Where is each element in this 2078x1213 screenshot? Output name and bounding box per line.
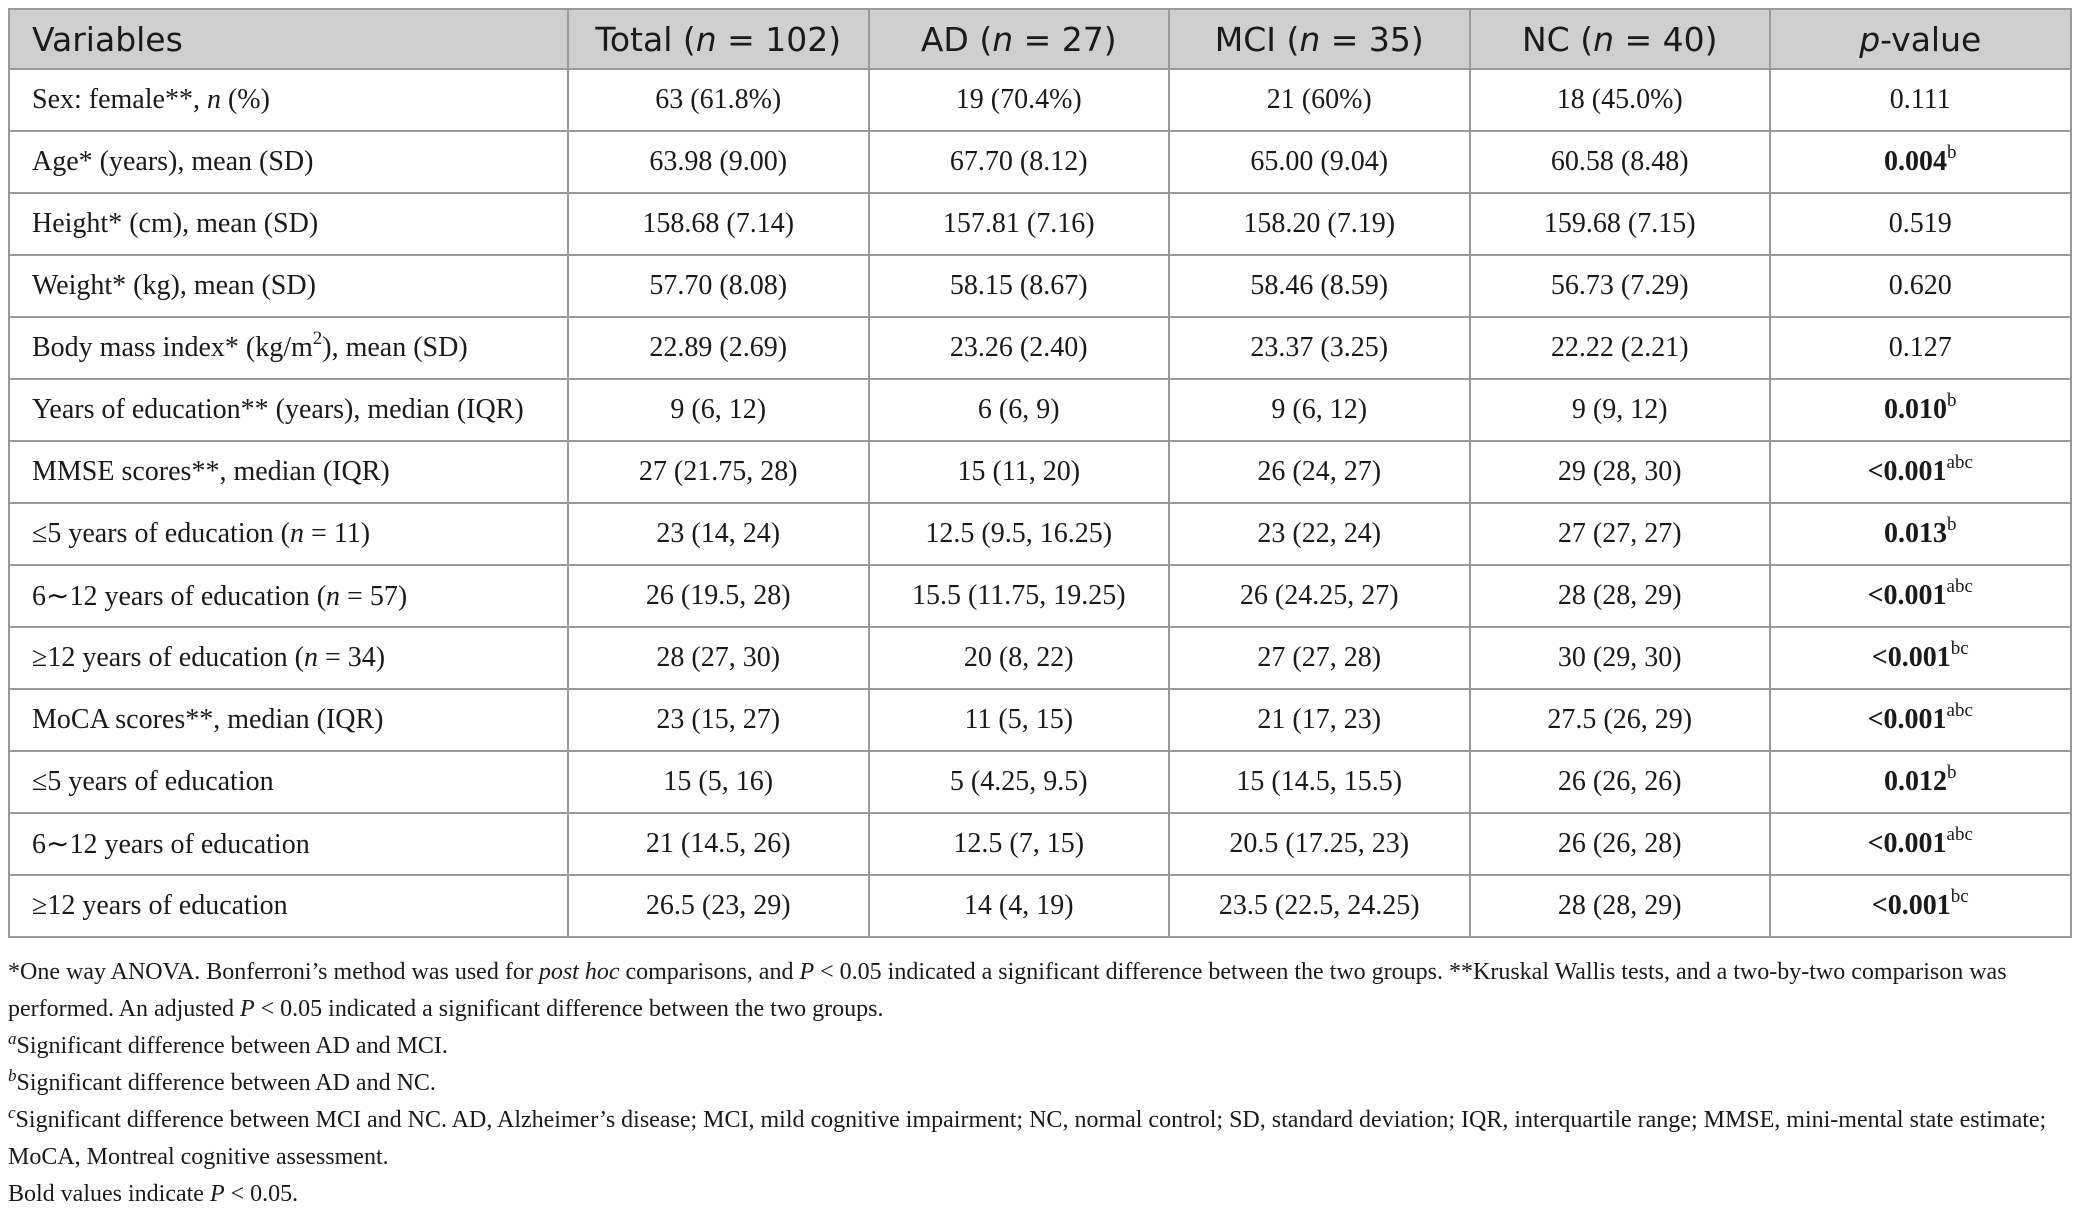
p-value-text: 0.620 [1888, 270, 1952, 301]
p-value-text: 0.111 [1889, 84, 1951, 115]
p-value-text: 0.012 [1884, 766, 1947, 797]
cell-ad: 6 (6, 9) [869, 379, 1170, 441]
cell-nc: 29 (28, 30) [1470, 441, 1771, 503]
cell-mci: 23.5 (22.5, 24.25) [1169, 875, 1470, 937]
table-row [9, 379, 2071, 441]
cell-total: 23 (14, 24) [568, 503, 869, 565]
cell-p-value [1770, 813, 2071, 875]
cell-mci: 58.46 (8.59) [1169, 255, 1470, 317]
cell-mci: 65.00 (9.04) [1169, 131, 1470, 193]
demographics-table [8, 8, 2072, 938]
cell-ad: 157.81 (7.16) [869, 193, 1170, 255]
cell-p-value [1770, 751, 2071, 813]
table-row [9, 193, 2071, 255]
cell-mci: 23 (22, 24) [1169, 503, 1470, 565]
cell-variable: ≥12 years of education [9, 875, 568, 937]
header-mci: MCI (n = 35) [1169, 9, 1470, 69]
header-ad: AD (n = 27) [869, 9, 1170, 69]
footnote-b: $^b$Significant difference between AD and NC. [8, 1066, 436, 1096]
cell-ad: 20 (8, 22) [869, 627, 1170, 689]
cell-p-value [1770, 503, 2071, 565]
significance-marker: abc [1946, 824, 1973, 845]
significance-marker: b [1947, 762, 1957, 783]
cell-p-value [1770, 627, 2071, 689]
cell-nc: 30 (29, 30) [1470, 627, 1771, 689]
p-value-text: 0.519 [1888, 208, 1952, 239]
cell-total: 63.98 (9.00) [568, 131, 869, 193]
cell-nc: 27.5 (26, 29) [1470, 689, 1771, 751]
table-row [9, 69, 2071, 131]
cell-variable: ≤5 years of education [9, 751, 568, 813]
footnote-bold: Bold values indicate P < 0.05. [8, 1181, 299, 1207]
cell-total: 57.70 (8.08) [568, 255, 869, 317]
cell-p-value [1770, 565, 2071, 627]
p-value-text: 0.013 [1884, 518, 1947, 549]
cell-mci: 27 (27, 28) [1169, 627, 1470, 689]
cell-mci: 23.37 (3.25) [1169, 317, 1470, 379]
cell-variable: ≥12 years of education (n = 34) [9, 627, 568, 689]
p-value-text: <0.001 [1867, 828, 1947, 859]
cell-p-value [1770, 255, 2071, 317]
table-body [9, 69, 2071, 937]
table-row [9, 565, 2071, 627]
cell-ad: 15.5 (11.75, 19.25) [869, 565, 1170, 627]
header-p-value: p-value [1770, 9, 2071, 69]
cell-nc: 26 (26, 28) [1470, 813, 1771, 875]
cell-variable: Weight* (kg), mean (SD) [9, 255, 568, 317]
cell-p-value [1770, 69, 2071, 131]
cell-nc: 56.73 (7.29) [1470, 255, 1771, 317]
table-row [9, 751, 2071, 813]
cell-mci: 20.5 (17.25, 23) [1169, 813, 1470, 875]
cell-mci: 9 (6, 12) [1169, 379, 1470, 441]
cell-mci: 158.20 (7.19) [1169, 193, 1470, 255]
cell-ad: 11 (5, 15) [869, 689, 1170, 751]
cell-nc: 28 (28, 29) [1470, 875, 1771, 937]
significance-marker: abc [1946, 452, 1973, 473]
table-row [9, 689, 2071, 751]
cell-total: 27 (21.75, 28) [568, 441, 869, 503]
p-value-text: <0.001 [1871, 890, 1951, 921]
significance-marker: b [1947, 514, 1957, 535]
cell-total: 21 (14.5, 26) [568, 813, 869, 875]
cell-variable: ≤5 years of education (n = 11) [9, 503, 568, 565]
cell-p-value [1770, 131, 2071, 193]
cell-variable: MoCA scores**, median (IQR) [9, 689, 568, 751]
cell-mci: 21 (60%) [1169, 69, 1470, 131]
p-value-text: 0.004 [1884, 146, 1947, 177]
cell-total: 26 (19.5, 28) [568, 565, 869, 627]
cell-mci: 26 (24, 27) [1169, 441, 1470, 503]
significance-marker: abc [1946, 576, 1973, 597]
cell-variable: Body mass index* $(kg/m^2)$, mean (SD) [9, 317, 568, 379]
significance-marker: bc [1950, 886, 1969, 907]
cell-nc: 18 (45.0%) [1470, 69, 1771, 131]
cell-p-value [1770, 193, 2071, 255]
cell-ad: 14 (4, 19) [869, 875, 1170, 937]
header-total: Total (n = 102) [568, 9, 869, 69]
cell-mci: 26 (24.25, 27) [1169, 565, 1470, 627]
footnote-methods: *One way ANOVA. Bonferroni’s method was used for post hoc comparisons, and P < 0.05 indicated a significant difference between the two groups. **Kruskal Wallis tests, and a two-by-two comparison was performed. An adjusted P < 0.05 indicated a significant difference between the two groups. [8, 959, 2007, 1022]
cell-mci: 15 (14.5, 15.5) [1169, 751, 1470, 813]
table-row [9, 813, 2071, 875]
cell-nc: 9 (9, 12) [1470, 379, 1771, 441]
cell-nc: 26 (26, 26) [1470, 751, 1771, 813]
cell-nc: 60.58 (8.48) [1470, 131, 1771, 193]
footnote-a: $^a$Significant difference between AD and MCI. [8, 1029, 448, 1059]
cell-total: 15 (5, 16) [568, 751, 869, 813]
cell-p-value [1770, 875, 2071, 937]
p-value-text: 0.127 [1888, 332, 1952, 363]
table-row [9, 503, 2071, 565]
cell-nc: 27 (27, 27) [1470, 503, 1771, 565]
cell-variable: 6∼12 years of education [9, 813, 568, 875]
cell-variable: Height* (cm), mean (SD) [9, 193, 568, 255]
cell-ad: 23.26 (2.40) [869, 317, 1170, 379]
table-row [9, 875, 2071, 937]
header-row [9, 9, 2071, 69]
table-row [9, 255, 2071, 317]
table-row [9, 131, 2071, 193]
cell-total: 28 (27, 30) [568, 627, 869, 689]
cell-ad: 5 (4.25, 9.5) [869, 751, 1170, 813]
p-value-text: 0.010 [1884, 394, 1947, 425]
table-container [8, 8, 2070, 1213]
header-nc: NC (n = 40) [1470, 9, 1771, 69]
cell-ad: 12.5 (7, 15) [869, 813, 1170, 875]
cell-variable: Sex: female**, n (%) [9, 69, 568, 131]
cell-ad: 15 (11, 20) [869, 441, 1170, 503]
cell-nc: 28 (28, 29) [1470, 565, 1771, 627]
cell-variable: Age* (years), mean (SD) [9, 131, 568, 193]
cell-mci: 21 (17, 23) [1169, 689, 1470, 751]
cell-ad: 58.15 (8.67) [869, 255, 1170, 317]
cell-p-value [1770, 441, 2071, 503]
p-value-text: <0.001 [1867, 704, 1947, 735]
significance-marker: b [1947, 390, 1957, 411]
cell-total: 26.5 (23, 29) [568, 875, 869, 937]
cell-nc: 22.22 (2.21) [1470, 317, 1771, 379]
p-value-text: <0.001 [1867, 580, 1947, 611]
significance-marker: abc [1946, 700, 1973, 721]
footnote-c: $^c$Significant difference between MCI and NC. AD, Alzheimer’s disease; MCI, mild cognitive impairment; NC, normal control; SD, standard deviation; IQR, interquartile range; MMSE, mini-mental state estimate; MoCA, Montreal cognitive assessment. [8, 1103, 2047, 1170]
cell-total: 9 (6, 12) [568, 379, 869, 441]
cell-ad: 12.5 (9.5, 16.25) [869, 503, 1170, 565]
cell-total: 63 (61.8%) [568, 69, 869, 131]
table-row [9, 627, 2071, 689]
cell-nc: 159.68 (7.15) [1470, 193, 1771, 255]
p-value-text: <0.001 [1871, 642, 1951, 673]
cell-variable: MMSE scores**, median (IQR) [9, 441, 568, 503]
cell-p-value [1770, 379, 2071, 441]
cell-p-value [1770, 317, 2071, 379]
table-row [9, 317, 2071, 379]
cell-variable: Years of education** (years), median (IQR) [9, 379, 568, 441]
cell-total: 23 (15, 27) [568, 689, 869, 751]
cell-total: 22.89 (2.69) [568, 317, 869, 379]
table-row [9, 441, 2071, 503]
cell-ad: 19 (70.4%) [869, 69, 1170, 131]
p-value-text: <0.001 [1867, 456, 1947, 487]
cell-p-value [1770, 689, 2071, 751]
cell-variable: 6∼12 years of education (n = 57) [9, 565, 568, 627]
table-footnotes [8, 954, 2070, 1213]
header-variables: Variables [9, 9, 568, 69]
cell-ad: 67.70 (8.12) [869, 131, 1170, 193]
significance-marker: b [1947, 142, 1957, 163]
cell-total: 158.68 (7.14) [568, 193, 869, 255]
significance-marker: bc [1950, 638, 1969, 659]
